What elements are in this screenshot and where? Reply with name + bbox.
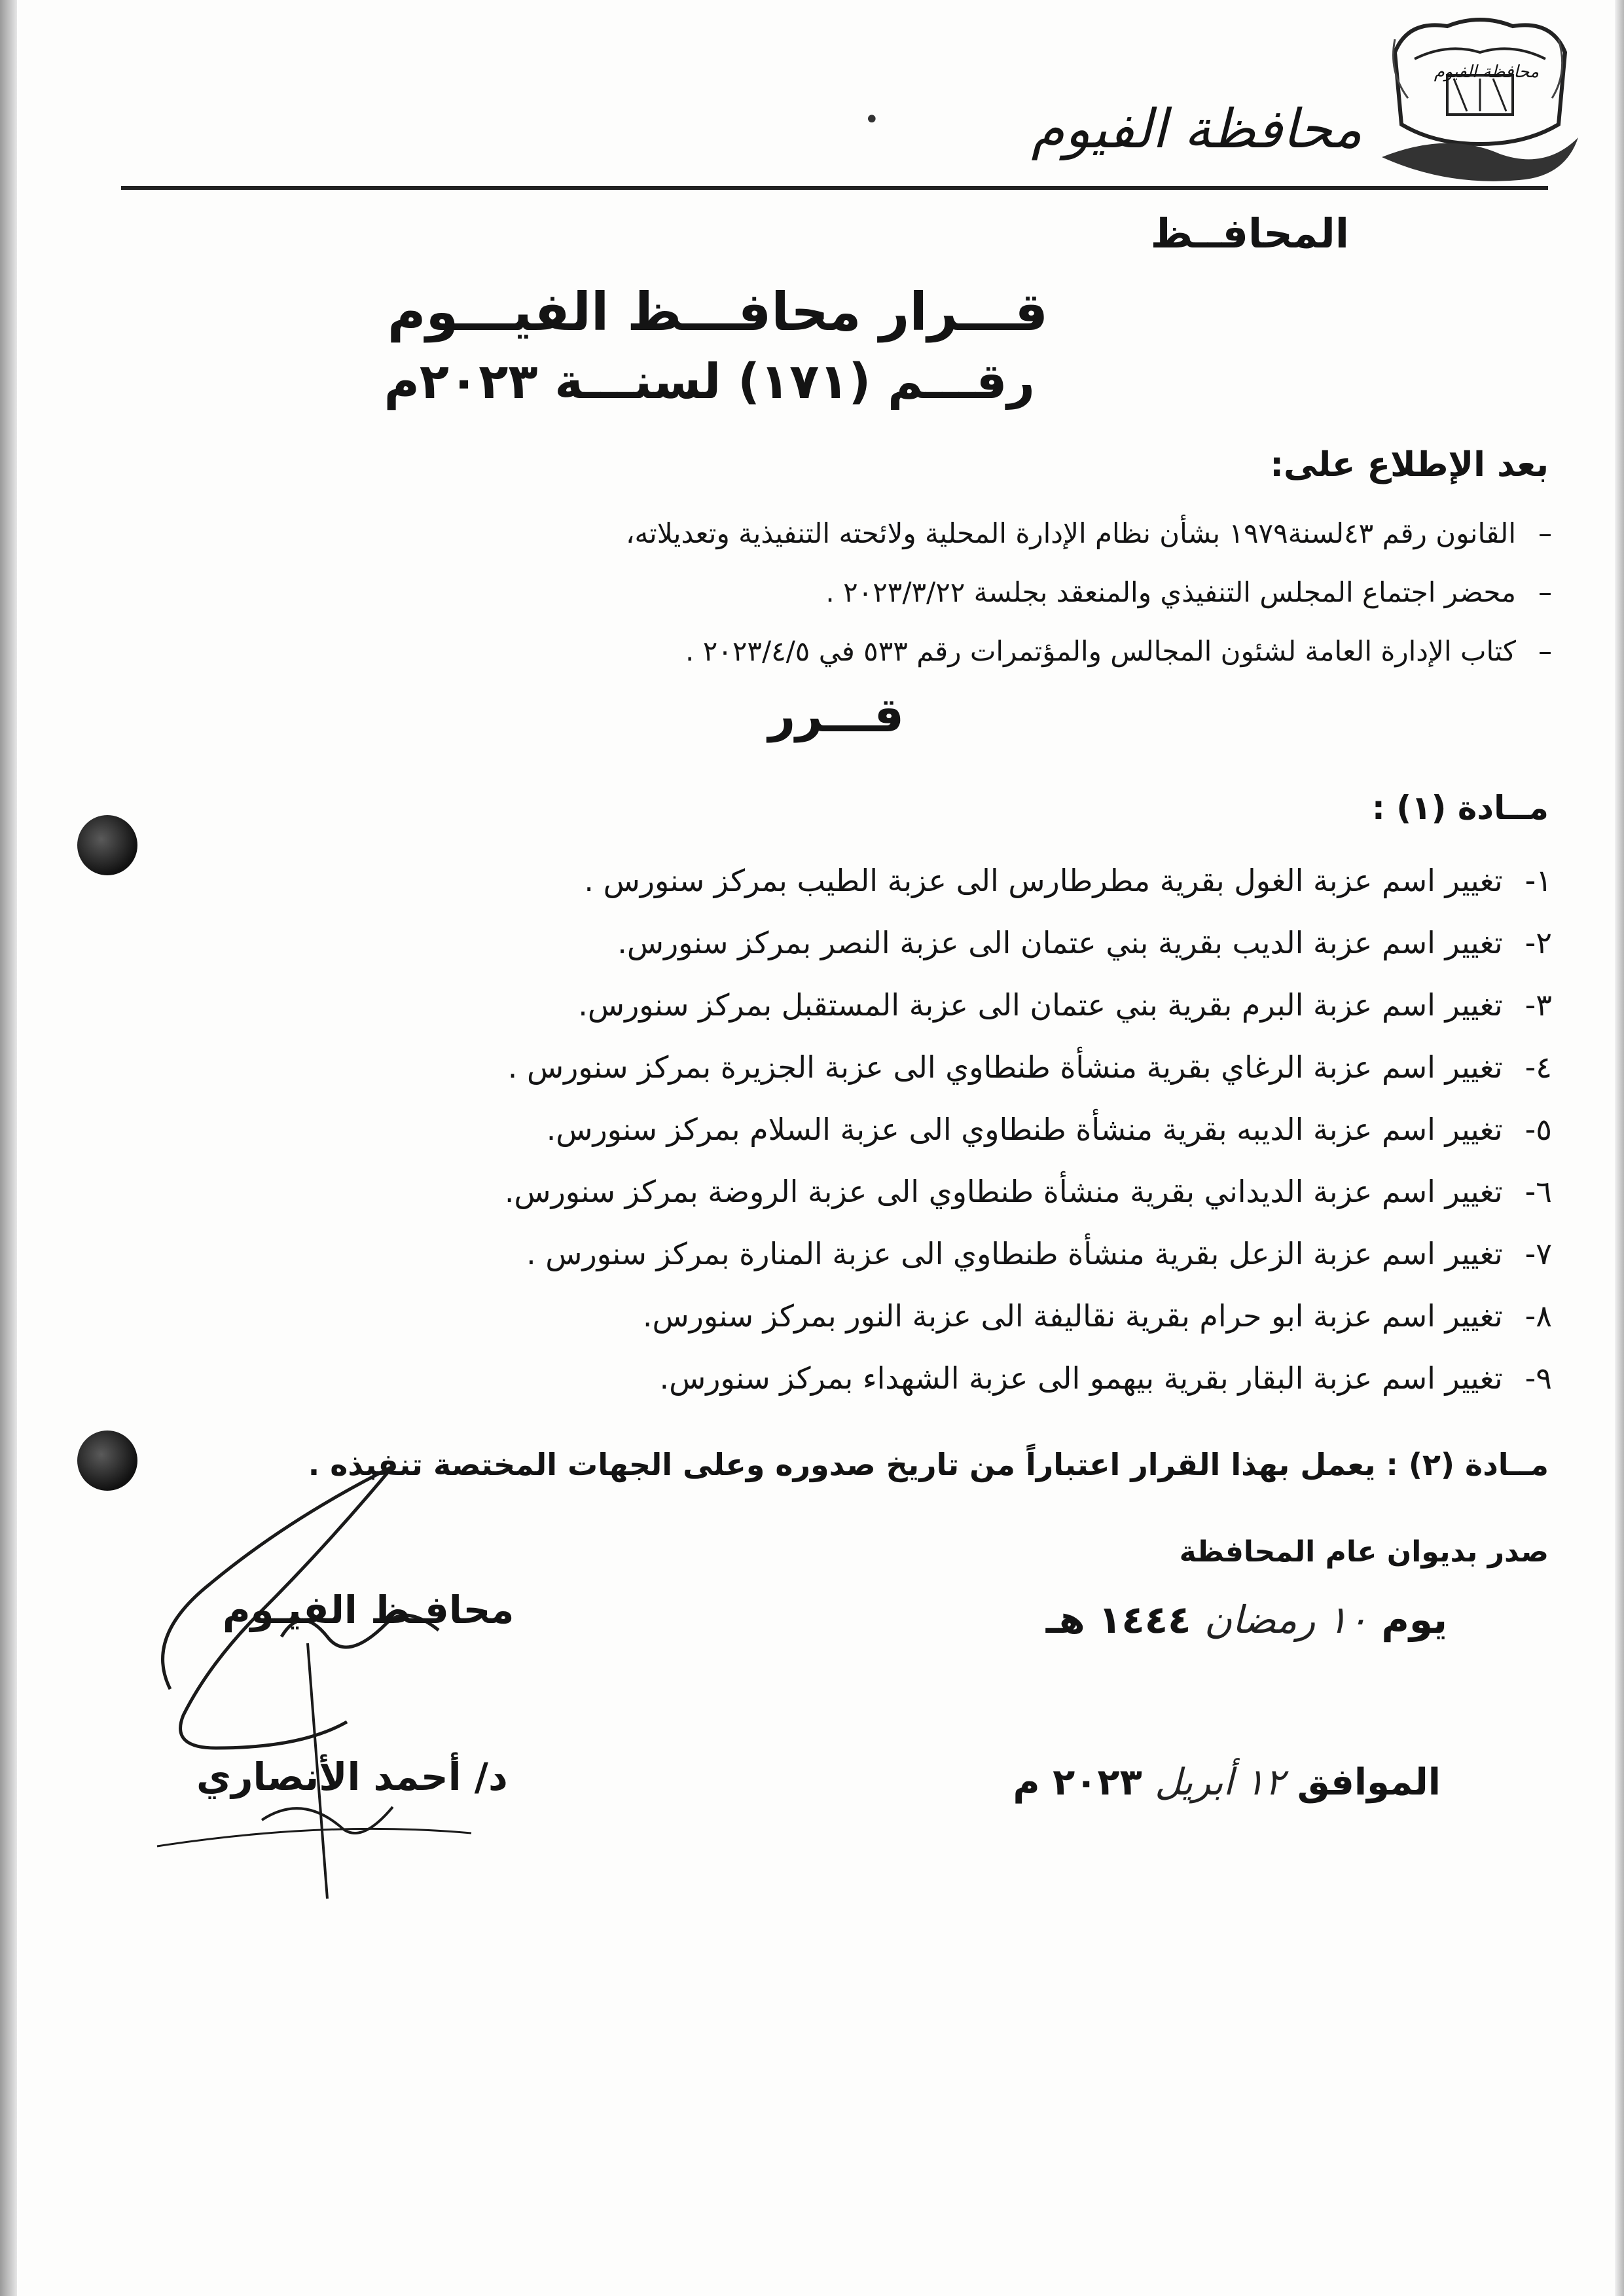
article-item [617,925,1552,960]
signatory-name: د/ أحمد الأنصاري [196,1755,508,1799]
hijri-prefix: يوم [1381,1597,1447,1642]
item-text: تغيير اسم عزبة البرم بقرية بني عتمان الى عزبة المستقبل بمركز سنورس. [578,987,1503,1023]
header-divider [121,186,1548,190]
punch-hole [77,815,137,875]
handwritten-signature-icon [131,1440,589,1912]
seal-text: محافظة الفيوم [1434,62,1539,82]
item-number: ٣- [1525,987,1552,1023]
preamble-item [685,635,1552,667]
article-item [659,1360,1552,1396]
scan-edge [0,0,17,2296]
gregorian-date [1013,1761,1441,1804]
item-number: ٤- [1525,1049,1552,1085]
article-item [584,863,1552,898]
decree-number: رقـــم (١٧١) لسنـــة ٢٠٢٣م [384,354,1035,410]
item-number: ٧- [1525,1236,1552,1271]
item-text: تغيير اسم عزبة ابو حرام بقرية نقاليفة الى عزبة النور بمركز سنورس. [642,1298,1503,1334]
greg-prefix: الموافق [1297,1761,1441,1804]
article-item [505,1174,1552,1209]
item-text: تغيير اسم عزبة البقار بقرية بيهمو الى عزبة الشهداء بمركز سنورس. [659,1360,1503,1396]
governorate-seal-icon [1369,13,1585,190]
item-number: ١- [1525,863,1552,898]
hijri-suffix: ١٤٤٤ هـ [1045,1597,1191,1642]
hijri-handwritten: ١٠ رمضان [1204,1597,1369,1642]
scan-edge [1615,0,1624,2296]
list-dash: – [1538,517,1552,549]
item-text: تغيير اسم عزبة الغول بقرية مطرطارس الى عزبة الطيب بمركز سنورس . [584,863,1503,898]
preamble-text: القانون رقم ٤٣لسنة١٩٧٩ بشأن نظام الإدارة المحلية ولائحته التنفيذية وتعديلاته، [625,517,1516,549]
article-two: مــادة (٢) : يعمل بهذا القرار اعتباراً من تاريخ صدوره وعلى الجهات المختصة تنفيذه . [308,1447,1549,1482]
article-item [578,987,1552,1023]
item-number: ٥- [1525,1112,1552,1147]
greg-suffix: ٢٠٢٣ م [1013,1761,1142,1804]
article-item [508,1049,1552,1085]
item-number: ٢- [1525,925,1552,960]
preamble-item [626,517,1552,549]
greg-handwritten: ١٢ أبريل [1155,1761,1285,1804]
item-text: تغيير اسم عزبة الديب بقرية بني عتمان الى عزبة النصر بمركز سنورس. [617,925,1503,960]
item-text: تغيير اسم عزبة الديداني بقرية منشأة طنطاوي الى عزبة الروضة بمركز سنورس. [504,1174,1503,1209]
list-dash: – [1538,635,1552,667]
decree-title: قـــرار محافـــظ الفيـــوم [387,282,1048,342]
item-number: ٩- [1525,1360,1552,1396]
scan-speck: • [864,105,880,135]
article-item [526,1236,1552,1271]
preamble-text: كتاب الإدارة العامة لشئون المجالس والمؤتمرات رقم ٥٣٣ في ٢٠٢٣/٤/٥ . [685,635,1516,667]
governorate-name: محافظة الفيوم [1031,98,1362,160]
preamble-heading: بعد الإطلاع على: [1270,445,1549,484]
issued-at: صدر بديوان عام المحافظة [1179,1535,1549,1569]
preamble-text: محضر اجتماع المجلس التنفيذي والمنعقد بجلسة ٢٠٢٣/٣/٢٢ . [825,576,1516,608]
preamble-item [825,576,1552,608]
article-item [547,1112,1552,1147]
decided-label: قـــرر [768,687,904,742]
item-text: تغيير اسم عزبة الزعل بقرية منشأة طنطاوي الى عزبة المنارة بمركز سنورس . [526,1236,1503,1271]
article-item [643,1298,1552,1334]
item-text: تغيير اسم عزبة الديبه بقرية منشأة طنطاوي الى عزبة السلام بمركز سنورس. [546,1112,1503,1147]
item-text: تغيير اسم عزبة الرغاي بقرية منشأة طنطاوي الى عزبة الجزيرة بمركز سنورس . [507,1049,1503,1085]
signatory-title: محافـظ الفيـوم [223,1588,514,1632]
list-dash: – [1538,576,1552,608]
article-one-heading: مــادة (١) : [1371,789,1549,827]
item-number: ٦- [1525,1174,1552,1209]
hijri-date [1046,1597,1447,1642]
item-number: ٨- [1525,1298,1552,1334]
office-title: المحافــظ [1150,210,1349,257]
punch-hole [77,1430,137,1491]
